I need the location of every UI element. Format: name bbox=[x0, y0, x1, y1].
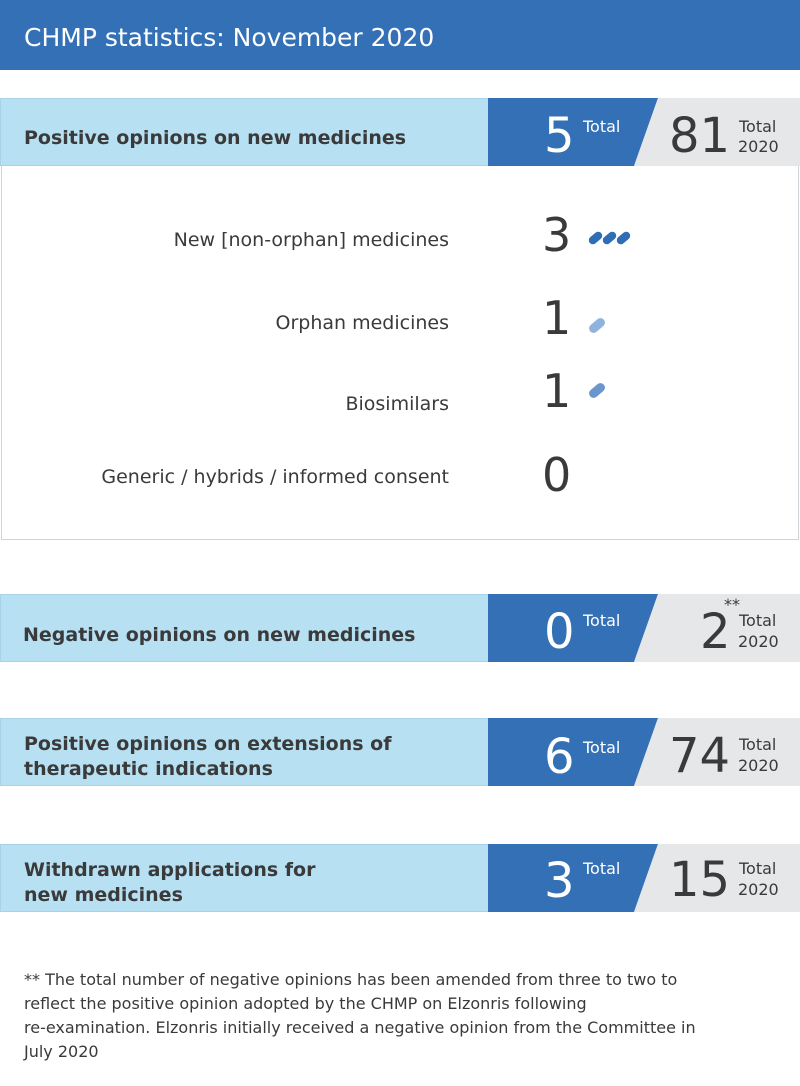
negative-new-label: Negative opinions on new medicines bbox=[23, 624, 416, 646]
withdrawn-label-line-1: Withdrawn applications for bbox=[24, 859, 316, 881]
positive-new-breakdown bbox=[1, 166, 799, 540]
stat-background bbox=[488, 844, 800, 912]
year-year-label: 2020 bbox=[738, 137, 779, 156]
footnote-mark: ** bbox=[724, 595, 740, 614]
breakdown-label: Biosimilars bbox=[345, 393, 449, 415]
positive-new-stat bbox=[488, 98, 800, 166]
year-total-label: Total bbox=[739, 735, 777, 754]
breakdown-value: 3 bbox=[542, 208, 572, 262]
negative-new-stat bbox=[488, 594, 800, 662]
breakdown-label: Generic / hybrids / informed consent bbox=[101, 466, 449, 488]
extensions-stat bbox=[488, 718, 800, 786]
page-title: CHMP statistics: November 2020 bbox=[24, 23, 435, 52]
pill-icon bbox=[615, 230, 632, 246]
year-total-label: Total bbox=[739, 117, 777, 136]
year-year-label: 2020 bbox=[738, 880, 779, 899]
year-value: 15 bbox=[669, 852, 731, 908]
withdrawn-stat bbox=[488, 844, 800, 912]
extensions-label-line-2: therapeutic indications bbox=[24, 758, 273, 780]
current-total-label: Total bbox=[583, 738, 621, 757]
pill-icon bbox=[587, 316, 607, 334]
pill-indicator-icon bbox=[586, 378, 616, 402]
pill-indicator-icon bbox=[586, 313, 616, 337]
positive-new-label: Positive opinions on new medicines bbox=[24, 127, 407, 149]
pill-icon bbox=[587, 230, 604, 246]
pill-icon bbox=[601, 230, 618, 246]
breakdown-value: 1 bbox=[542, 364, 572, 418]
breakdown-row bbox=[2, 293, 800, 353]
breakdown-row bbox=[2, 210, 800, 270]
year-year-label: 2020 bbox=[738, 632, 779, 651]
breakdown-label: New [non-orphan] medicines bbox=[173, 229, 449, 251]
year-year-label: 2020 bbox=[738, 756, 779, 775]
footnote-line: July 2020 bbox=[24, 1042, 99, 1061]
breakdown-value: 0 bbox=[542, 448, 572, 502]
pill-icon bbox=[587, 381, 607, 399]
year-total-label: Total bbox=[739, 859, 777, 878]
breakdown-label: Orphan medicines bbox=[275, 312, 449, 334]
year-value: 74 bbox=[669, 728, 731, 784]
breakdown-row bbox=[2, 450, 800, 510]
footnote bbox=[24, 968, 784, 1064]
year-value: 81 bbox=[669, 108, 731, 164]
current-total-label: Total bbox=[583, 859, 621, 878]
footnote-line: reflect the positive opinion adopted by the CHMP on Elzonris following bbox=[24, 994, 587, 1013]
year-total-label: Total bbox=[739, 611, 777, 630]
current-value: 0 bbox=[544, 604, 575, 660]
pill-indicator-icon bbox=[586, 228, 636, 248]
current-value: 3 bbox=[544, 853, 575, 909]
breakdown-value: 1 bbox=[542, 291, 572, 345]
footnote-line: re-examination. Elzonris initially received a negative opinion from the Committee in bbox=[24, 1018, 696, 1037]
current-total-label: Total bbox=[583, 611, 621, 630]
current-value: 5 bbox=[544, 108, 575, 164]
current-total-label: Total bbox=[583, 117, 621, 136]
footnote-line: ** The total number of negative opinions has been amended from three to two to bbox=[24, 970, 678, 989]
withdrawn-label-line-2: new medicines bbox=[24, 884, 183, 906]
extensions-label-line-1: Positive opinions on extensions of bbox=[24, 733, 392, 755]
current-value: 6 bbox=[544, 729, 575, 785]
year-value: 2 bbox=[700, 604, 731, 660]
page-header bbox=[0, 0, 800, 70]
breakdown-row bbox=[2, 366, 800, 426]
